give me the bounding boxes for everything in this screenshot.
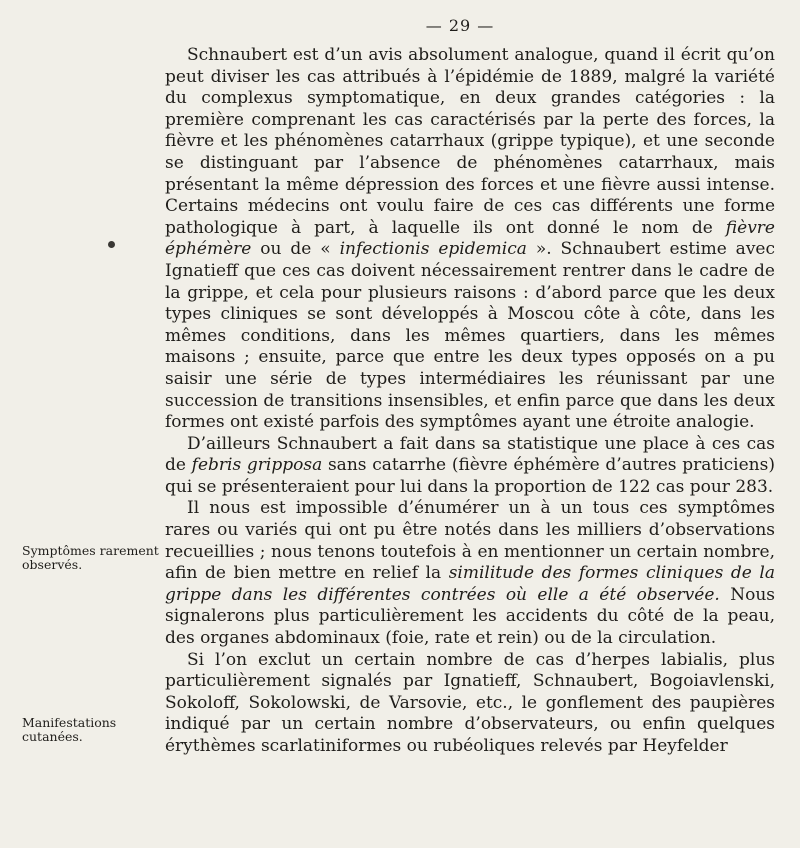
body-text bbox=[165, 45, 775, 758]
margin-note-rare-symptoms: Symptômes rarement observés. bbox=[22, 543, 159, 572]
paragraph-4: Si l’on exclut un certain nombre de cas d’herpes labialis, plus particulièrement signalés par Ignatieff, Schnaubert, Bogoiavlenski, Sokoloff, Sokolowski, de Varsovie, etc., le gonflement des paupières indiqué par un certain nombre d’observateurs, ou enfin quelques érythèmes scarlatiniformes ou rubéoliques relevés par Heyfelder bbox=[165, 649, 775, 756]
paragraph-1: Schnaubert est d’un avis absolument analogue, quand il écrit qu’on peut diviser les cas attribués à l’épidémie de 1889, malgré la variété du complexus symptomatique, en deux grandes catégories : la première comprenant les cas caractérisés par la perte des forces, la fièvre et les phénomènes catarrhaux (grippe typique), et une seconde se distinguant par l’absence de phénomènes catarrhaux, mais présentant la même dépression des forces et une fièvre aussi intense. Certains médecins ont voulu faire de ces cas différents une forme pathologique à part, à laquelle ils ont donné le nom de fièvre éphémère ou de « infectionis epidemica ». Schnaubert estime avec Ignatieff que ces cas doivent nécessairement rentrer dans le cadre de la grippe, et cela pour plusieurs raisons : d’abord parce que les deux types cliniques se sont développés à Moscou côte à côte, dans les mêmes conditions, dans les mêmes quartiers, dans les mêmes maisons ; ensuite, parce que entre les deux types opposés on a pu saisir une série de types intermédiaires les réunissant par une succession de transitions insensibles, et enfin parce que dans les deux formes ont existé parfois des symptômes ayant une étroite analogie. bbox=[165, 45, 776, 433]
paragraph-3: Il nous est impossible d’énumérer un à un tous ces symptômes rares ou variés qui ont pu être notés dans les milliers d’observations recueillies ; nous tenons toutefois à en mentionner un certain nombre, afin de bien mettre en relief la similitude des formes cliniques de la grippe dans les différentes contrées où elle a été observée. Nous signalerons plus particulièrement les accidents du côté de la peau, des organes abdominaux (foie, rate et rein) ou de la circulation. bbox=[165, 498, 776, 649]
italic-term: febris gripposa bbox=[191, 455, 323, 476]
margin-dot bbox=[108, 241, 115, 248]
paragraph-2: D’ailleurs Schnaubert a fait dans sa statistique une place à ces cas de febris gripposa sans catarrhe (fièvre éphémère d’autres praticiens) qui se présenteraient pour lui dans la proportion de 122 cas pour 283. bbox=[165, 433, 775, 497]
italic-phrase: similitude des formes cliniques de la grippe dans les différentes contrées où elle a été observée. bbox=[165, 563, 775, 605]
italic-term: fièvre éphémère bbox=[165, 217, 775, 260]
italic-term: infectionis epidemica bbox=[339, 239, 527, 260]
margin-note-skin-manifestations: Manifestations cutanées. bbox=[22, 715, 117, 744]
page-number: — 29 — bbox=[425, 16, 495, 35]
